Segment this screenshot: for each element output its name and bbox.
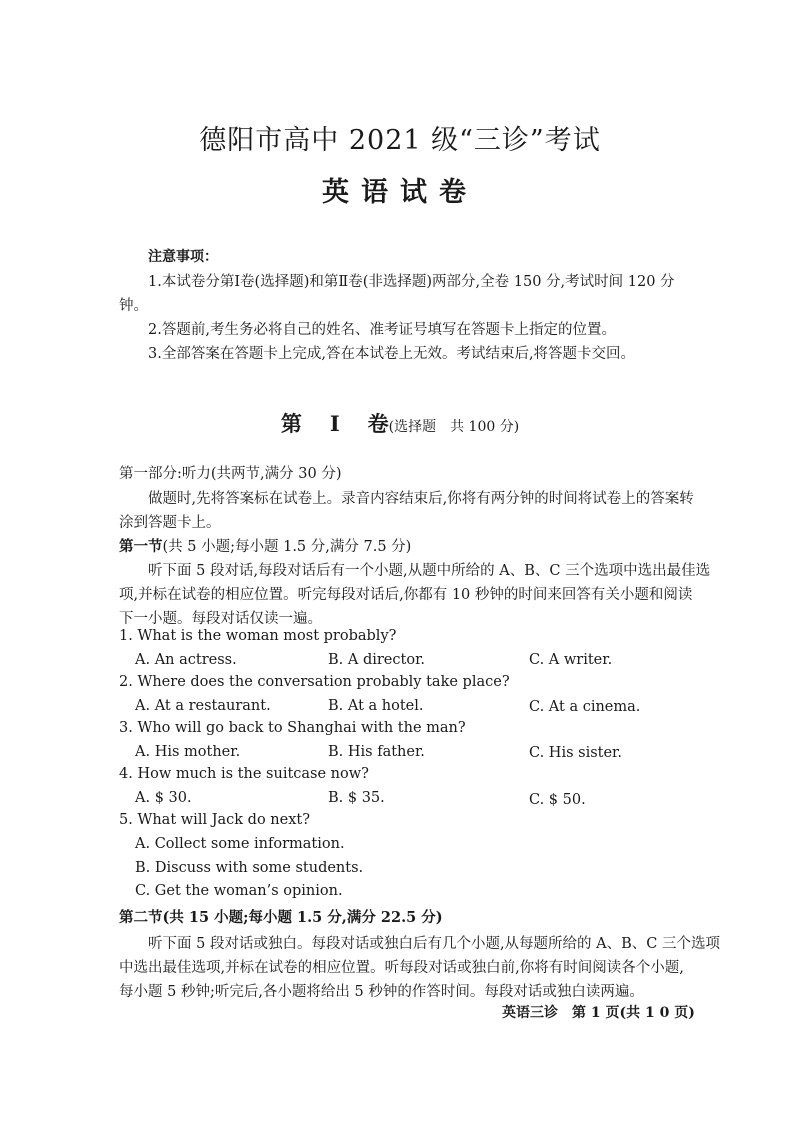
question-3-option-b: B. His father. xyxy=(328,744,425,760)
volume-label-b: Ⅰ xyxy=(329,411,340,436)
question-3-option-c: C. His sister. xyxy=(529,745,623,761)
section2-instruction-3: 每小题 5 秒钟;听完后,各小题将给出 5 秒钟的作答时间。每段对话或独白读两遍。 xyxy=(119,984,644,1000)
section1-heading xyxy=(119,535,411,556)
page-footer: 英语三诊 第 1 页(共 1 0 页) xyxy=(502,1005,695,1021)
question-1-option-b: B. A director. xyxy=(328,652,426,668)
notice-item-3: 3.全部答案在答题卡上完成,答在本试卷上无效。考试结束后,将答题卡交回。 xyxy=(148,346,636,362)
question-4: 4. How much is the suitcase now? xyxy=(119,766,369,782)
section1-instruction-1: 听下面 5 段对话,每段对话后有一个小题,从题中所给的 A、B、C 三个选项中选出最佳选 xyxy=(148,563,711,579)
section2-instruction-1: 听下面 5 段对话或独白。每段对话或独白后有几个小题,从每题所给的 A、B、C 三个选项 xyxy=(148,936,720,952)
question-2-option-c: C. At a cinema. xyxy=(529,699,641,715)
question-2-option-a: A. At a restaurant. xyxy=(135,698,271,714)
question-5-option-b: B. Discuss with some students. xyxy=(135,860,364,876)
section2-heading: 第二节(共 15 小题;每小题 1.5 分,满分 22.5 分) xyxy=(119,909,443,926)
question-3-option-a: A. His mother. xyxy=(135,744,241,760)
question-5: 5. What will Jack do next? xyxy=(119,812,310,828)
question-5-option-c: C. Get the woman’s opinion. xyxy=(135,883,343,899)
section1-instruction-3: 下一小题。每段对话仅读一遍。 xyxy=(119,611,322,627)
question-4-option-b: B. $ 35. xyxy=(328,790,385,806)
volume-label-c: 卷 xyxy=(367,411,389,436)
question-2: 2. Where does the conversation probably take place? xyxy=(119,674,510,690)
question-1-option-a: A. An actress. xyxy=(135,652,237,668)
question-2-option-b: B. At a hotel. xyxy=(328,698,424,714)
section1-label: 第一节 xyxy=(119,538,163,555)
question-3: 3. Who will go back to Shanghai with the man? xyxy=(119,720,466,736)
question-4-option-c: C. $ 50. xyxy=(529,792,586,808)
volume-subtitle: (选择题 共 100 分) xyxy=(388,419,520,435)
notice-item-1-cont: 钟。 xyxy=(119,298,148,314)
volume-heading xyxy=(0,408,800,438)
notice-item-1: 1.本试卷分第Ⅰ卷(选择题)和第Ⅱ卷(非选择题)两部分,全卷 150 分,考试时间 120 分 xyxy=(148,274,675,290)
part1-intro: 做题时,先将答案标在试卷上。录音内容结束后,你将有两分钟的时间将试卷上的答案转 xyxy=(148,491,694,507)
question-1-option-c: C. A writer. xyxy=(529,652,613,668)
part1-heading: 第一部分:听力(共两节,满分 30 分) xyxy=(119,466,342,482)
subject-title: 英语试卷 xyxy=(322,177,478,208)
exam-title: 德阳市高中 2021 级“三诊”考试 xyxy=(199,125,601,156)
volume-label-a: 第 xyxy=(280,411,302,436)
part1-intro-cont: 涂到答题卡上。 xyxy=(119,515,221,531)
section1-scoring: (共 5 小题;每小题 1.5 分,满分 7.5 分) xyxy=(162,539,412,555)
section2-instruction-2: 中选出最佳选项,并标在试卷的相应位置。听每段对话或独白前,你将有时间阅读各个小题, xyxy=(119,960,684,976)
question-5-option-a: A. Collect some information. xyxy=(135,836,345,852)
question-1: 1. What is the woman most probably? xyxy=(119,628,397,644)
notice-heading: 注意事项： xyxy=(148,249,218,265)
section1-instruction-2: 项,并标在试卷的相应位置。听完每段对话后,你都有 10 秒钟的时间来回答有关小题和阅读 xyxy=(119,587,693,603)
question-4-option-a: A. $ 30. xyxy=(135,790,192,806)
notice-item-2: 2.答题前,考生务必将自己的姓名、准考证号填写在答题卡上指定的位置。 xyxy=(148,322,616,338)
